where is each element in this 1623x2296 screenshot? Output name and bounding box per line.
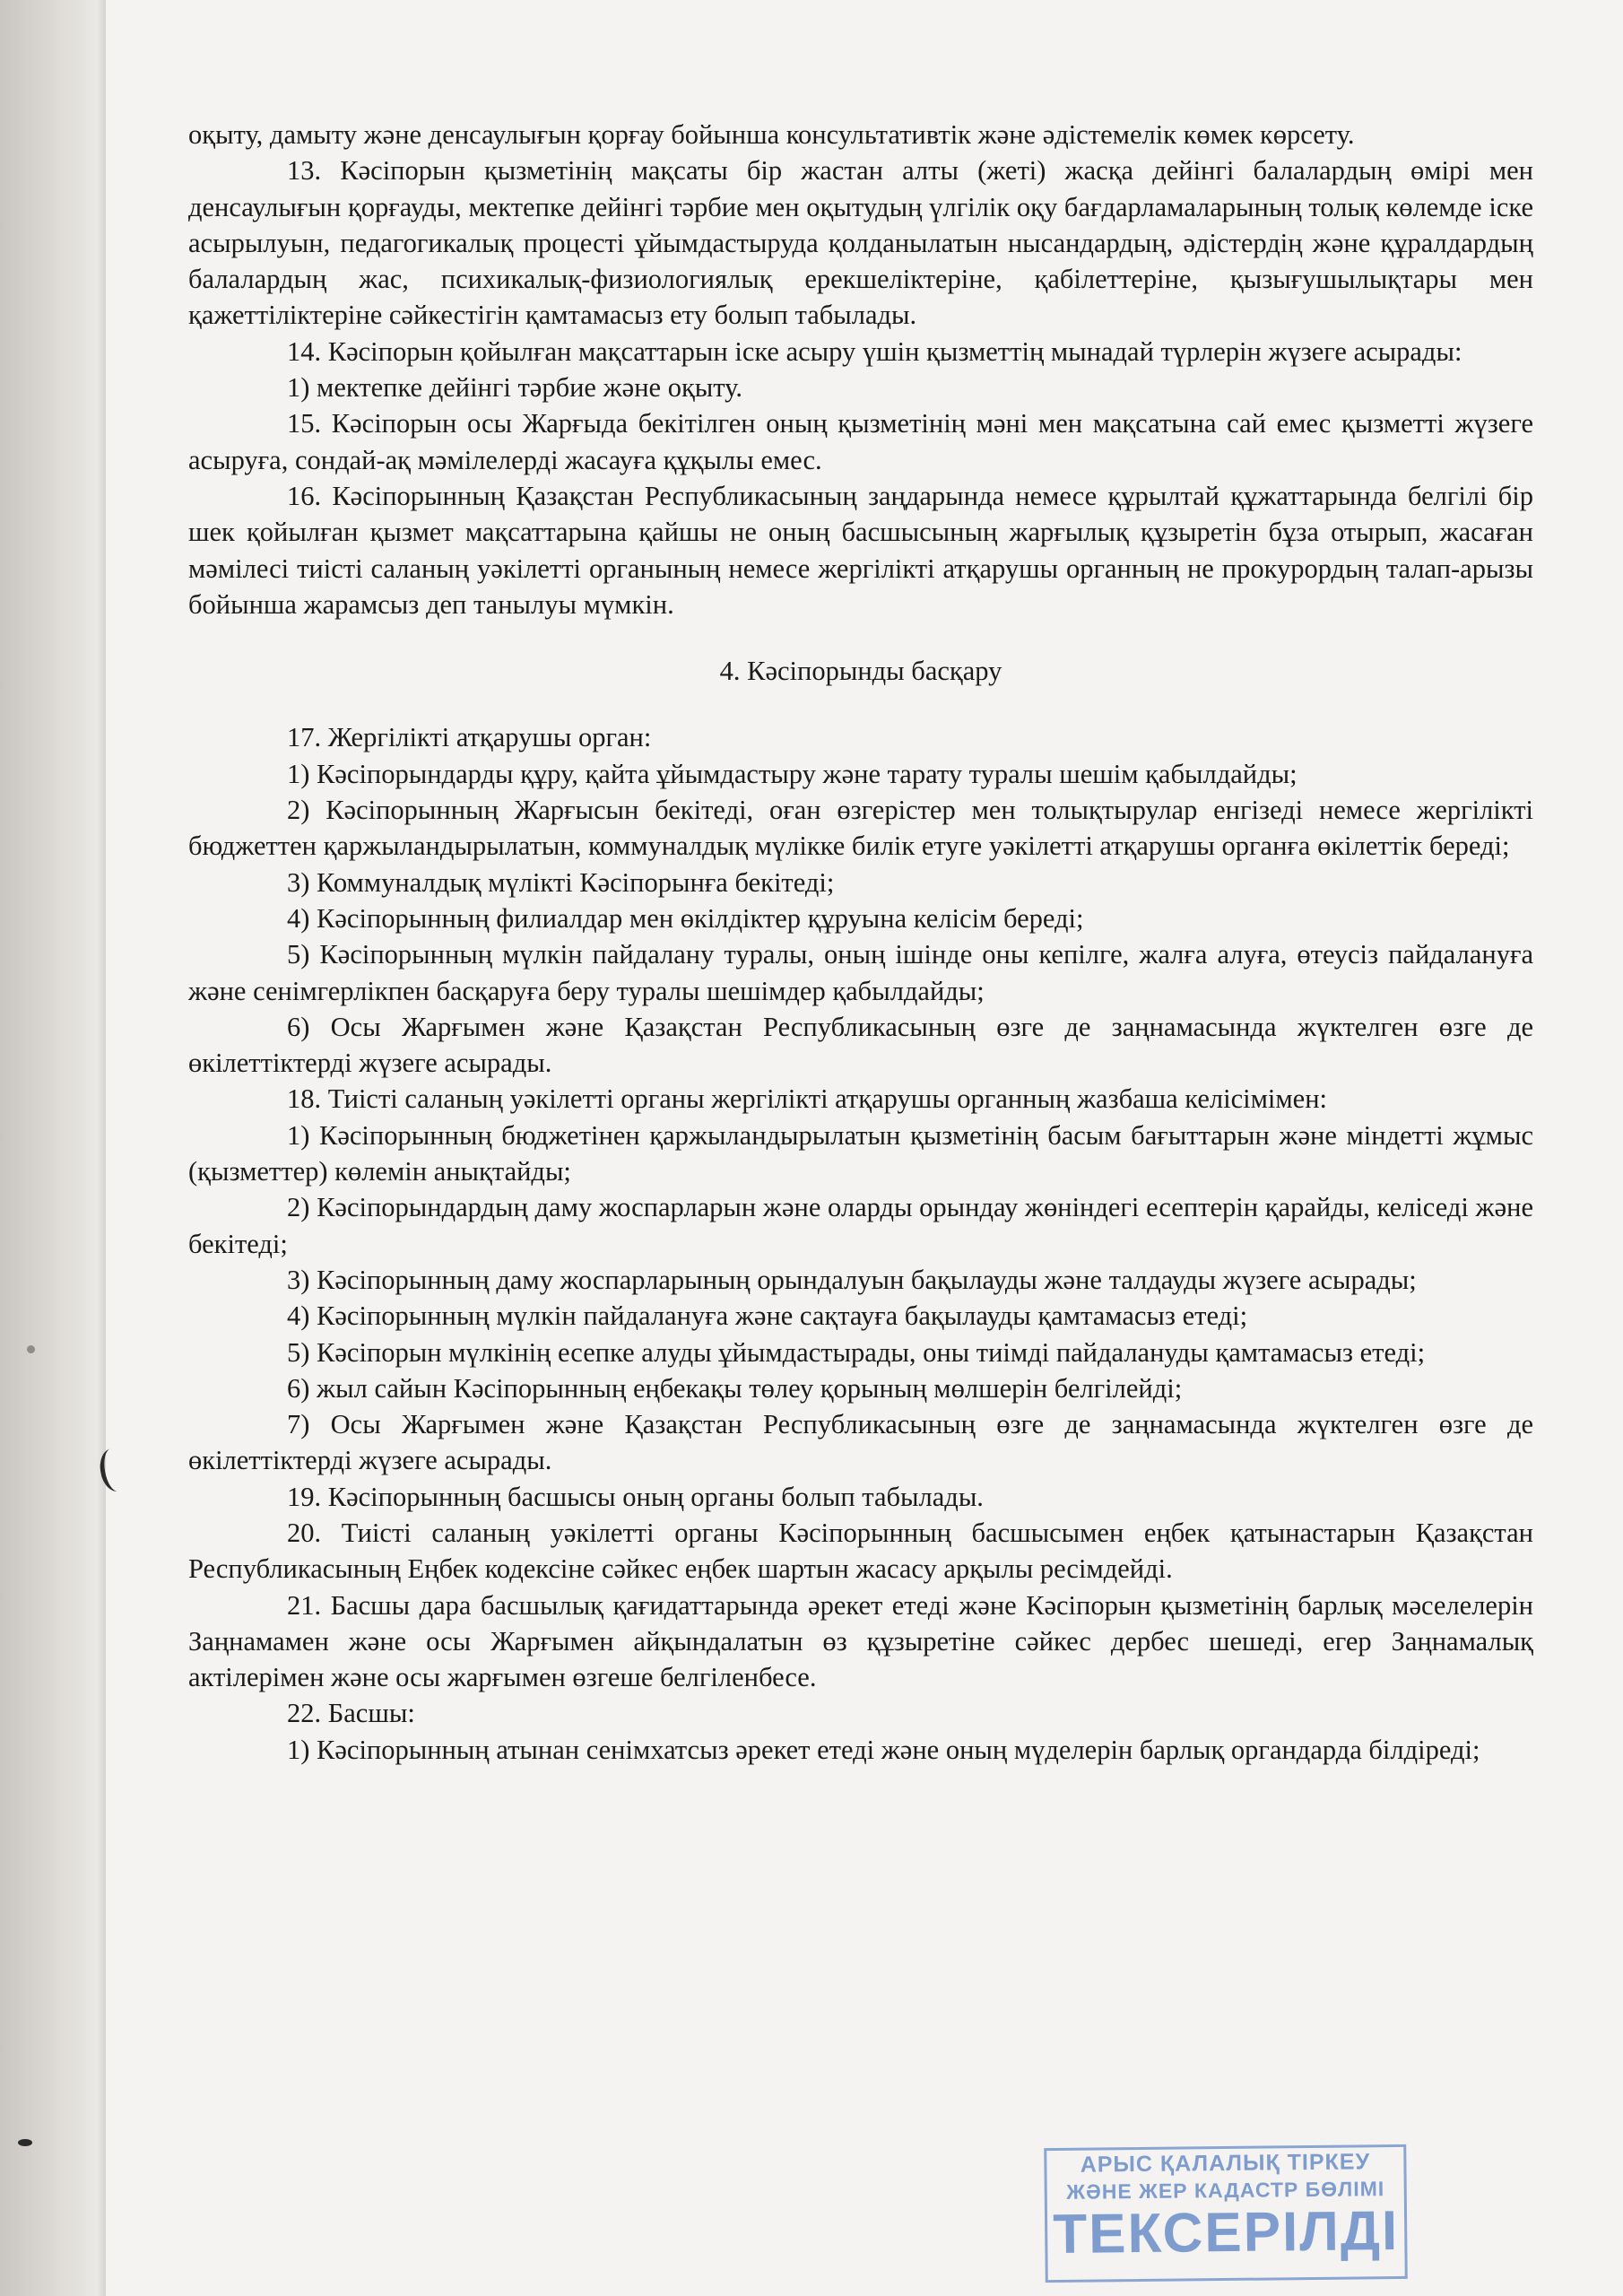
- paragraph: 1) мектепке дейінгі тәрбие және оқыту.: [287, 372, 743, 404]
- paragraph: 17. Жергілікті атқарушы орган:: [287, 722, 652, 753]
- paragraph: 1) Кәсіпорынның атынан сенімхатсыз әрекет етеді және оның мүделерін барлық органдарда білдіреді;: [287, 1734, 1480, 1765]
- paragraph: 20. Тиісті саланың уәкілетті органы Кәсіпорынның басшысымен еңбек қатынастарын Қазақстан Республикасының Еңбек кодексіне сәйкес еңбек шартын жасасу арқылы ресімдейді.: [188, 1517, 1533, 1585]
- paragraph: 3) Коммуналдық мүлікті Кәсіпорынға бекітеді;: [287, 866, 835, 898]
- paragraph: 18. Тиісті саланың уәкілетті органы жергілікті атқарушы органның жазбаша келісімімен:: [287, 1083, 1328, 1115]
- stamp-line-1: АРЫС ҚАЛАЛЫҚ ТІРКЕУ: [1080, 2149, 1371, 2178]
- paragraph: 4) Кәсіпорынның филиалдар мен өкілдіктер құруына келісім береді;: [287, 902, 1084, 934]
- paragraph: 22. Басшы:: [287, 1698, 415, 1729]
- stamp-line-3: ТЕКСЕРІЛДІ: [1052, 2199, 1400, 2266]
- paragraph: 4) Кәсіпорынның мүлкін пайдалануға және сақтауға бақылауды қамтамасыз етеді;: [287, 1300, 1248, 1332]
- binding-edge: [0, 0, 106, 2296]
- paragraph: 13. Кәсіпорын қызметінің мақсаты бір жастан алты (жеті) жасқа дейінгі балалардың өмірі мен денсаулығын қорғауды, мектепке дейінгі тәрбие мен оқытудың үлгілік оқу бағдарламаларының толық көлемде іске асырылуын, педагогикалық процесті ұйымдастыруда қолданылатын нысандардың, әдістердің және құралдардың балалардың жас, психикалық-физиологиялық ерекшеліктеріне, қабілеттеріне, қызығушылықтары мен қажеттіліктеріне сәйкестігін қамтамасыз ету болып табылады.: [188, 155, 1533, 331]
- paragraph: 15. Кәсіпорын осы Жарғыда бекітілген оның қызметінің мәні мен мақсатына сай емес қызметті жүзеге асыруға, сондай-ақ мәмілелерді жасауға құқылы емес.: [188, 408, 1533, 475]
- paragraph: 5) Кәсіпорынның мүлкін пайдалану туралы, оның ішінде оны кепілге, жалға алуға, өтеусіз пайдалануға және сенімгерлікпен басқаруға беру туралы шешімдер қабылдайды;: [188, 939, 1533, 1006]
- paragraph: 2) Кәсіпорынның Жарғысын бекітеді, оған өзгерістер мен толықтырулар енгізеді немесе жергілікті бюджеттен қаржыландырылатын, коммуналдық мүлікке билік етуге уәкілетті атқарушы органға өкілеттік береді;: [188, 795, 1533, 862]
- paragraph: 14. Кәсіпорын қойылған мақсаттарын іске асыру үшін қызметтің мынадай түрлерін жүзеге асырады:: [287, 335, 1462, 367]
- paragraph: оқыту, дамыту және денсаулығын қорғау бойынша консультативтік және әдістемелік көмек көрсету.: [188, 119, 1355, 150]
- section-3-body: [188, 117, 1533, 622]
- paragraph: 19. Кәсіпорынның басшысы оның органы болып табылады.: [287, 1481, 984, 1512]
- punch-mark: [18, 2139, 32, 2146]
- punch-mark: [27, 1345, 35, 1353]
- section-heading: 4. Кәсіпорынды басқару: [719, 656, 1002, 687]
- paragraph: 16. Кәсіпорынның Қазақстан Республикасының заңдарында немесе құрылтай құжаттарында белгілі бір шек қойылған қызмет мақсаттарына қайшы не оның басшысының жарғылық құзыретін бұза отырып, жасаған мәмілесі тиісті саланың уәкілетті органының немесе жергілікті атқарушы органның не прокурордың талап-арызы бойынша жарамсыз деп танылуы мүмкін.: [188, 480, 1533, 620]
- binding-shadow: [97, 0, 106, 2296]
- verification-stamp: [1044, 2144, 1408, 2283]
- paragraph: 2) Кәсіпорындардың даму жоспарларын және оларды орындау жөніндегі есептерін қарайды, келіседі және бекітеді;: [188, 1192, 1533, 1259]
- stamp-line-2: ЖӘНЕ ЖЕР КАДАСТР БӨЛІМІ: [1066, 2177, 1385, 2204]
- document-page: [188, 117, 1533, 1768]
- paragraph: 6) Осы Жарғымен және Қазақстан Республикасының өзге де заңнамасында жүктелген өзге де өкілеттіктерді жүзеге асырады.: [188, 1011, 1533, 1079]
- paragraph: 1) Кәсіпорындарды құру, қайта ұйымдастыру және тарату туралы шешім қабылдайды;: [287, 758, 1298, 789]
- paragraph: 6) жыл сайын Кәсіпорынның еңбекақы төлеу қорының мөлшерін белгілейді;: [287, 1372, 1183, 1404]
- paragraph: 5) Кәсіпорын мүлкінің есепке алуды ұйымдастырады, оны тиімді пайдалануды қамтамасыз етеді;: [287, 1336, 1426, 1368]
- paragraph: 7) Осы Жарғымен және Қазақстан Республикасының өзге де заңнамасында жүктелген өзге де өкілеттіктерді жүзеге асырады.: [188, 1409, 1533, 1476]
- section-4-body: [188, 719, 1533, 1768]
- paragraph: 21. Басшы дара басшылық қағидаттарында әрекет етеді және Кәсіпорын қызметінің барлық мәселелерін Заңнамамен және осы Жарғымен айқындалатын өз құзыретіне сәйкес дербес шешеді, егер Заңнамалық актілерімен және осы жарғымен өзгеше белгіленбесе.: [188, 1589, 1533, 1693]
- paragraph: 3) Кәсіпорынның даму жоспарларының орындалуын бақылауды және талдауды жүзеге асырады;: [287, 1264, 1417, 1295]
- paragraph: 1) Кәсіпорынның бюджетінен қаржыландырылатын қызметінің басым бағыттарын және міндетті жұмыс (қызметтер) көлемін анықтайды;: [188, 1119, 1533, 1187]
